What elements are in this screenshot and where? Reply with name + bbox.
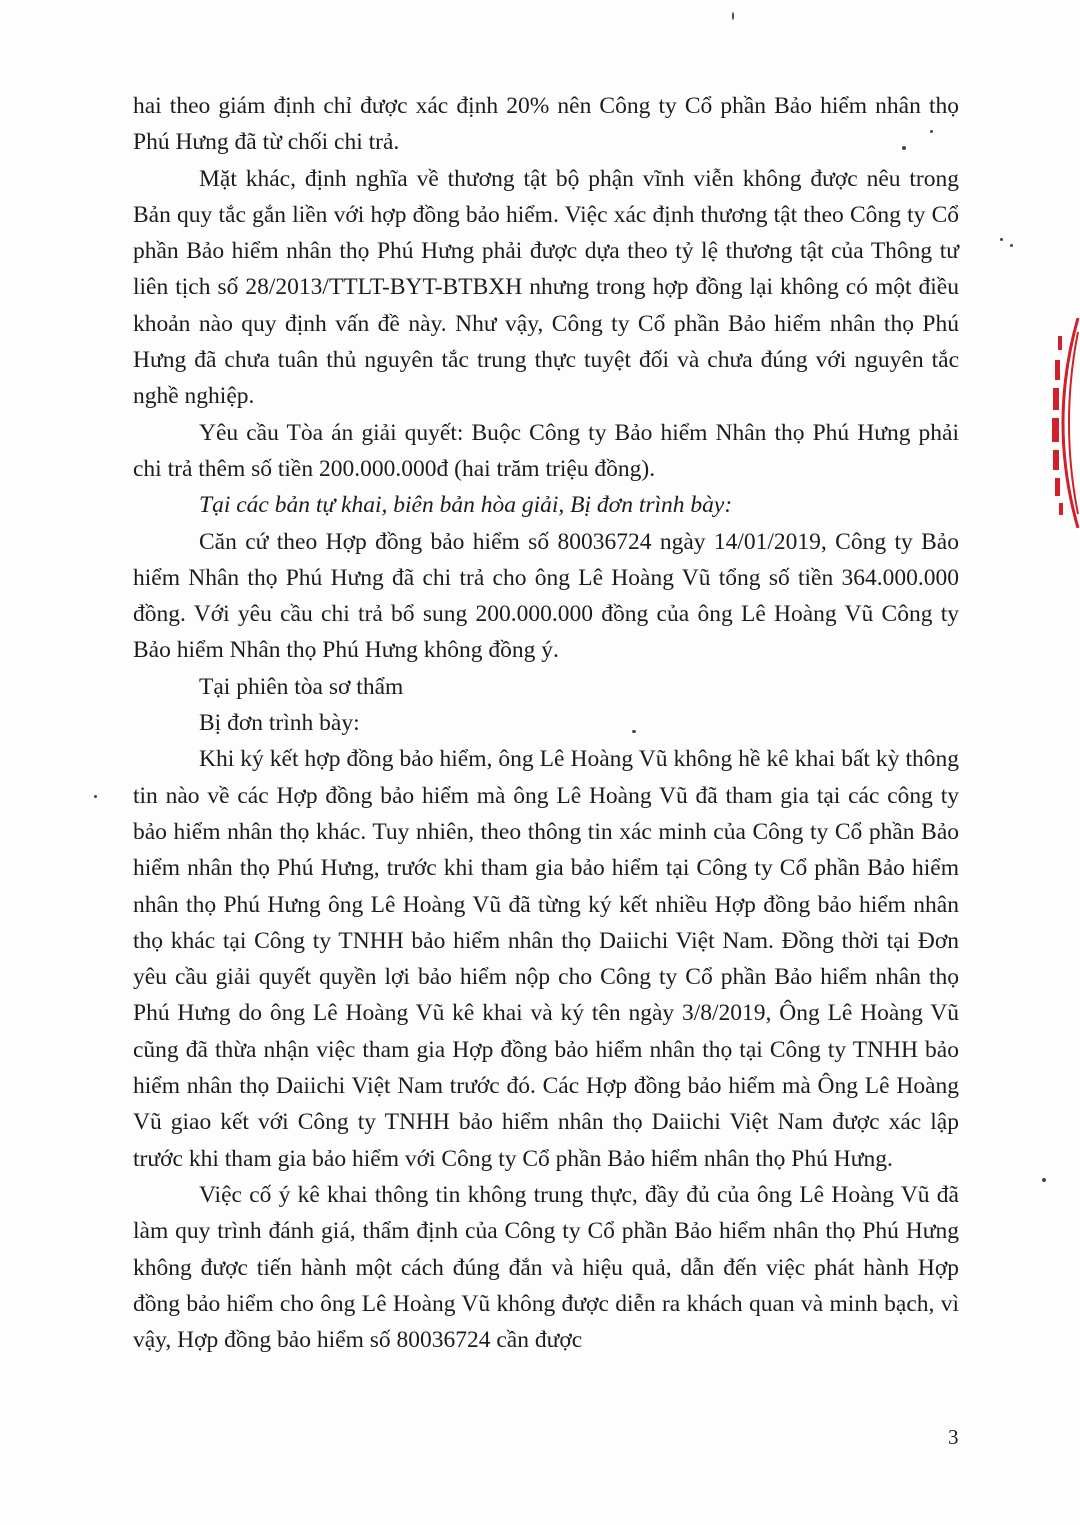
body-text xyxy=(133,88,959,1358)
scan-speck xyxy=(1042,1178,1046,1182)
paragraph-1: hai theo giám định chỉ được xác định 20% nên Công ty Cổ phần Bảo hiểm nhân thọ Phú Hưng đã từ chối chi trả. xyxy=(133,93,959,156)
paragraph-7: Bị đơn trình bày: xyxy=(199,710,360,737)
scan-speck xyxy=(930,130,933,133)
paragraph-3: Yêu cầu Tòa án giải quyết: Buộc Công ty Bảo hiểm Nhân thọ Phú Hưng phải chi trả thêm số tiền 200.000.000đ (hai trăm triệu đồng). xyxy=(133,419,959,482)
page-number: 3 xyxy=(948,1425,959,1449)
paragraph-9: Việc cố ý kê khai thông tin không trung thực, đầy đủ của ông Lê Hoàng Vũ đã làm quy trình đánh giá, thẩm định của Công ty Cổ phần Bảo hiểm nhân thọ Phú Hưng không được tiến hành một cách đúng đắn và hiệu quả, dẫn đến việc phát hành Hợp đồng bảo hiểm cho ông Lê Hoàng Vũ không được diễn ra khách quan và minh bạch, vì vậy, Hợp đồng bảo hiểm số 80036724 cần được xyxy=(133,1181,959,1354)
scan-speck xyxy=(632,730,636,733)
scan-speck xyxy=(1000,238,1003,241)
scan-speck xyxy=(732,12,734,20)
seal-stamp-icon xyxy=(1038,318,1080,528)
paragraph-4: Tại các bản tự khai, biên bản hòa giải, Bị đơn trình bày: xyxy=(199,492,733,519)
paragraph-2: Mặt khác, định nghĩa về thương tật bộ phận vĩnh viễn không được nêu trong Bản quy tắc gắn liền với hợp đồng bảo hiểm. Việc xác định thương tật theo Công ty Cổ phần Bảo hiểm nhân thọ Phú Hưng phải được dựa theo tỷ lệ thương tật của Thông tư liên tịch số 28/2013/TTLT-BYT-BTBXH nhưng trong hợp đồng lại không có một điều khoản nào quy định vấn đề này. Như vậy, Công ty Cổ phần Bảo hiểm nhân thọ Phú Hưng đã chưa tuân thủ nguyên tắc trung thực tuyệt đối và chưa đúng với nguyên tắc nghề nghiệp. xyxy=(133,165,959,410)
scan-speck xyxy=(902,146,906,150)
scan-speck xyxy=(1010,244,1013,247)
paragraph-8: Khi ký kết hợp đồng bảo hiểm, ông Lê Hoàng Vũ không hề kê khai bất kỳ thông tin nào về các Hợp đồng bảo hiểm mà ông Lê Hoàng Vũ đã tham gia tại các công ty bảo hiểm nhân thọ khác. Tuy nhiên, theo thông tin xác minh của Công ty Cổ phần Bảo hiểm nhân thọ Phú Hưng, trước khi tham gia bảo hiểm tại Công ty Cổ phần Bảo hiểm nhân thọ Phú Hưng ông Lê Hoàng Vũ đã từng ký kết nhiều Hợp đồng bảo hiểm nhân thọ khác tại Công ty TNHH bảo hiểm nhân thọ Daiichi Việt Nam. Đồng thời tại Đơn yêu cầu giải quyết quyền lợi bảo hiểm nộp cho Công ty Cổ phần Bảo hiểm nhân thọ Phú Hưng do ông Lê Hoàng Vũ kê khai và ký tên ngày 3/8/2019, Ông Lê Hoàng Vũ cũng đã thừa nhận việc tham gia Hợp đồng bảo hiểm nhân thọ tại Công ty TNHH bảo hiểm nhân thọ Daiichi Việt Nam trước đó. Các Hợp đồng bảo hiểm mà Ông Lê Hoàng Vũ giao kết với Công ty TNHH bảo hiểm nhân thọ Daiichi Việt Nam được xác lập trước khi tham gia bảo hiểm với Công ty Cổ phần Bảo hiểm nhân thọ Phú Hưng. xyxy=(133,746,959,1172)
paragraph-6: Tại phiên tòa sơ thẩm xyxy=(199,673,404,700)
paragraph-5: Căn cứ theo Hợp đồng bảo hiểm số 80036724 ngày 14/01/2019, Công ty Bảo hiểm Nhân thọ Phú Hưng đã chi trả cho ông Lê Hoàng Vũ tổng số tiền 364.000.000 đồng. Với yêu cầu chi trả bổ sung 200.000.000 đồng của ông Lê Hoàng Vũ Công ty Bảo hiểm Nhân thọ Phú Hưng không đồng ý. xyxy=(133,528,959,664)
scan-speck xyxy=(94,795,97,798)
